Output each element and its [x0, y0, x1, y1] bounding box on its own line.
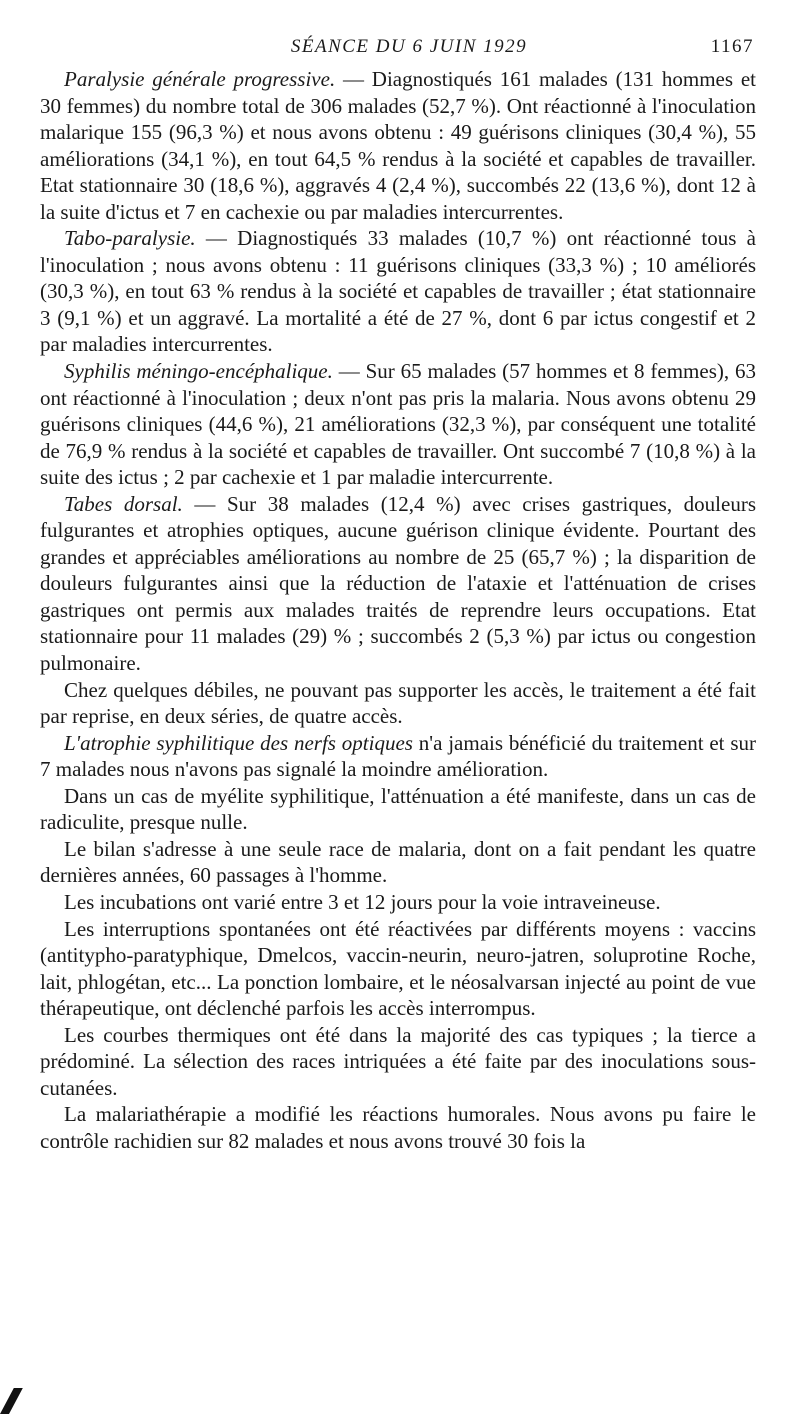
paragraph-tabo-paralysis	[40, 225, 756, 358]
paragraph-general-paralysis	[40, 66, 756, 225]
paragraph-interruptions	[40, 916, 756, 1022]
paragraph-thermal-curves	[40, 1022, 756, 1102]
paragraph-text: Les incubations ont varié entre 3 et 12 jours pour la voie intraveineuse.	[64, 889, 661, 914]
page-number: 1167	[710, 36, 754, 57]
paragraph-text: — Diagnostiqués 33 malades (10,7 %) ont réactionné tous à l'inoculation ; nous avons obtenu : 11 guérisons cliniques (33,3 %) ; 10 améliorés (30,3 %), en tout 63 % rendus à la société et capables de travailler ; état stationnaire 3 (9,1 %) et un aggravé. La mortalité a été de 27 %, dont 6 par ictus congestif et 2 par maladies intercurrentes.	[40, 226, 756, 357]
section-lead: Paralysie générale progressive.	[64, 67, 336, 91]
body-text	[40, 66, 756, 1154]
section-lead: L'atrophie syphilitique des nerfs optiques	[64, 730, 413, 755]
paragraph-meningo-encephalic-syphilis	[40, 358, 756, 491]
paragraph-text: — Sur 65 malades (57 hommes et 8 femmes), 63 ont réactionné à l'inoculation ; deux n'ont pas pris la malaria. Nous avons obtenu 29 guérisons cliniques (44,6 %), 21 améliorations (32,3 %), par conséquent une totalité de 76,9 % rendus à la société et capables de travailler. Ont succombé 7 (10,8 %) à la suite des ictus ; 2 par cachexie et 1 par maladie intercurrente.	[40, 359, 756, 490]
section-lead: Tabo-paralysie.	[64, 226, 196, 251]
paragraph-text: Dans un cas de myélite syphilitique, l'atténuation a été manifeste, dans un cas de radiculite, presque nulle.	[40, 783, 756, 835]
paragraph-text: La malariathérapie a modifié les réactions humorales. Nous avons pu faire le contrôle rachidien sur 82 malades et nous avons trouvé 30 fois la	[40, 1102, 756, 1153]
paragraph-optic-atrophy	[40, 730, 756, 783]
paragraph-text: n'a jamais bénéficié du traitement et sur 7 malades nous n'avons pas signalé la moindre amélioration.	[40, 730, 756, 782]
section-lead: Syphilis méningo-encéphalique.	[64, 359, 333, 384]
paragraph-incubations	[40, 889, 756, 916]
scan-edge-mark	[0, 1388, 23, 1414]
section-lead: Tabes dorsal.	[64, 491, 183, 516]
paragraph-debile-patients	[40, 677, 756, 730]
paragraph-text: Le bilan s'adresse à une seule race de malaria, dont on a fait pendant les quatre dernières années, 60 passages à l'homme.	[40, 836, 756, 888]
paragraph-text: Chez quelques débiles, ne pouvant pas supporter les accès, le traitement a été fait par reprise, en deux séries, de quatre accès.	[40, 677, 756, 729]
paragraph-malaria-race	[40, 836, 756, 889]
running-title: SÉANCE DU 6 JUIN 1929	[290, 36, 528, 57]
paragraph-myelitis	[40, 783, 756, 836]
paragraph-humoral-reactions	[40, 1101, 756, 1154]
paragraph-text: — Diagnostiqués 161 malades (131 hommes et 30 femmes) du nombre total de 306 malades (52,7 %). Ont réactionné à l'inoculation malarique 155 (96,3 %) et nous avons obtenu : 49 guérisons cliniques (30,4 %), 55 améliorations (34,1 %), en tout 64,5 % rendus à la société et capables de travailler. Etat stationnaire 30 (18,6 %), aggravés 4 (2,4 %), succombés 22 (13,6 %), dont 12 à la suite d'ictus et 7 en cachexie ou par maladies intercurrentes.	[40, 67, 756, 224]
running-head	[64, 36, 754, 64]
paragraph-text: — Sur 38 malades (12,4 %) avec crises gastriques, douleurs fulgurantes et atrophies optiques, aucune guérison clinique évidente. Pourtant des grandes et appréciables améliorations au nombre de 25 (65,7 %) ; la disparition de douleurs fulgurantes ainsi que la réduction de l'ataxie et l'atténuation de crises gastriques ont permis aux malades traités de reprendre leurs occupations. Etat stationnaire pour 11 malades (29) % ; succombés 2 (5,3 %) par ictus ou congestion pulmonaire.	[40, 491, 756, 676]
paragraph-tabes-dorsal	[40, 491, 756, 677]
paragraph-text: Les courbes thermiques ont été dans la majorité des cas typiques ; la tierce a prédominé. La sélection des races intriquées a été faite par des inoculations sous-cutanées.	[40, 1022, 756, 1100]
paragraph-text: Les interruptions spontanées ont été réactivées par différents moyens : vaccins (antitypho-paratyphique, Dmelcos, vaccin-neurin, neuro-jatren, soluprotine Roche, lait, phlogétan, etc... La ponction lombaire, et le néosalvarsan injecté au point de vue thérapeutique, ont déclenché parfois les accès interrompus.	[40, 916, 756, 1021]
